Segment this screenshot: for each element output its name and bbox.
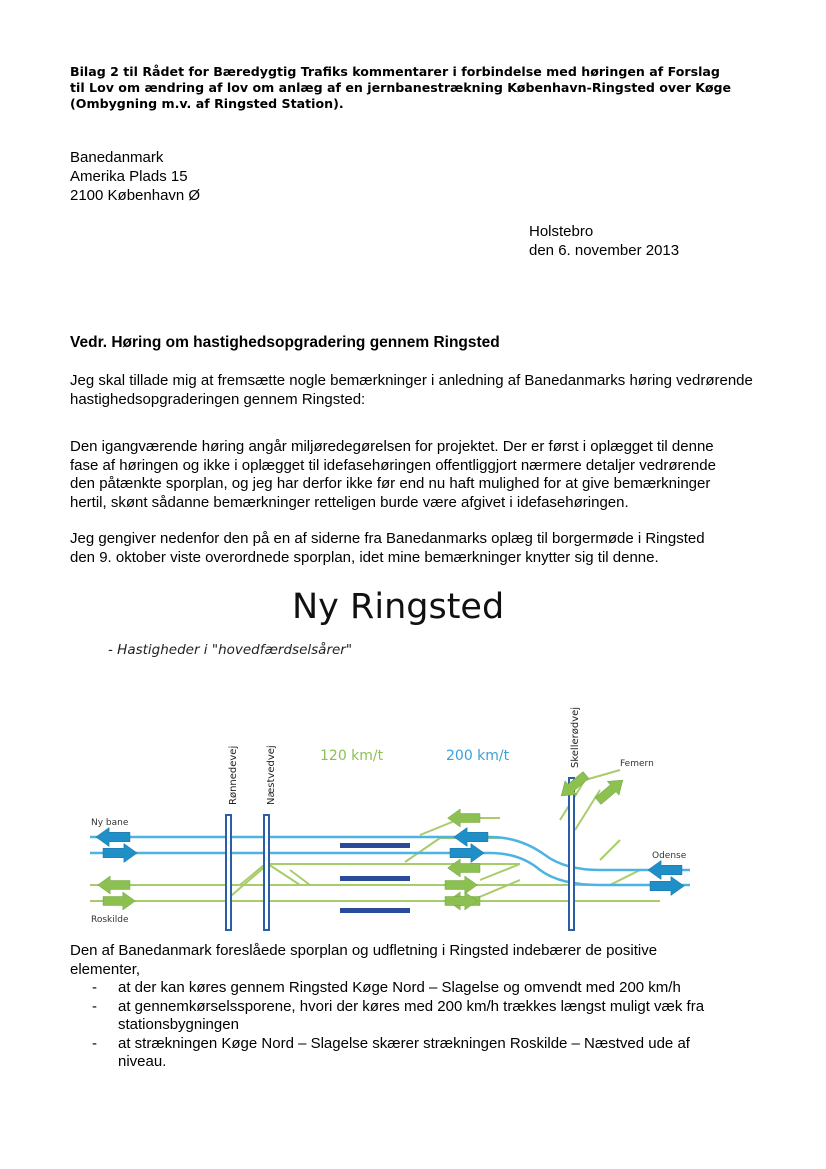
header-line: Bilag 2 til Rådet for Bæredygtig Trafiks kommentarer i forbindelse med høringen af Forslag <box>70 64 720 79</box>
recipient-name: Banedanmark <box>70 149 164 166</box>
paragraph-2 <box>70 438 716 512</box>
text-line: - at gennemkørselssporene, hvori der køres med 200 km/h trækkes længst muligt væk fra <box>118 997 705 1015</box>
arrow-diagonal-icon <box>592 773 628 808</box>
text-line: Jeg skal tillade mig at fremsætte nogle bemærkninger i anledning af Banedanmarks høring vedrørende <box>70 372 753 389</box>
paragraph-4 <box>70 942 657 979</box>
track-plan-diagram <box>0 690 826 940</box>
place-label-femern: Femern <box>620 759 654 769</box>
arrow-right-icon <box>445 876 477 894</box>
bullet-item <box>70 1035 704 1072</box>
bridge-ronnedevej <box>226 815 231 930</box>
arrow-left-icon <box>96 828 130 847</box>
text-line: hertil, skønt sådanne bemærkninger retteligen burde være afgivet i idefasehøringen. <box>70 493 629 511</box>
road-label-skellerodvej: Skellerødvej <box>570 706 581 768</box>
text-line: den 9. oktober viste overordnede sporplan, idet mine bemærkninger knytter sig til denne. <box>70 548 659 566</box>
bullet-list <box>70 979 704 1072</box>
arrow-right-icon <box>445 892 477 910</box>
document-header <box>70 64 790 112</box>
recipient-address <box>70 148 200 205</box>
arrow-left-icon <box>648 861 682 880</box>
text-line: Jeg gengiver nedenfor den på en af siderne fra Banedanmarks oplæg til borgermøde i Ringsted <box>70 530 705 547</box>
text-line: hastighedsopgraderingen gennem Ringsted: <box>70 390 366 408</box>
recipient-street: Amerika Plads 15 <box>70 168 188 185</box>
arrow-right-icon <box>103 892 135 910</box>
subject-line: Vedr. Høring om hastighedsopgradering gennem Ringsted <box>70 334 500 351</box>
place-label-roskilde: Roskilde <box>91 915 129 925</box>
header-line: (Ombygning m.v. af Ringsted Station). <box>70 96 344 111</box>
platform <box>340 876 410 881</box>
arrow-right-icon <box>103 844 137 863</box>
platform <box>340 908 410 913</box>
road-label-ronnedevej: Rønnedevej <box>228 745 239 805</box>
road-label-naestvedvej: Næstvedvej <box>266 745 277 805</box>
place-label-odense: Odense <box>652 851 687 861</box>
speed-label-green: 120 km/t <box>320 748 384 764</box>
text-line: - at strækningen Køge Nord – Slagelse skærer strækningen Roskilde – Næstved ude af <box>118 1034 690 1052</box>
text-line: Den igangværende høring angår miljøredegørelsen for projektet. Der er først i oplægget til denne <box>70 438 714 455</box>
text-line: Den af Banedanmark foreslåede sporplan og udfletning i Ringsted indebærer de positive <box>70 942 658 959</box>
text-line: - at der kan køres gennem Ringsted Køge Nord – Slagelse og omvendt med 200 km/h <box>118 979 681 996</box>
arrow-left-icon <box>448 809 480 827</box>
platform <box>340 843 410 848</box>
arrow-right-icon <box>650 877 684 896</box>
date: den 6. november 2013 <box>529 242 680 259</box>
bridge-skellerodvej <box>569 778 574 930</box>
bullet-item <box>70 979 704 998</box>
figure-title: Ny Ringsted <box>292 587 505 627</box>
place: Holstebro <box>529 223 594 240</box>
arrow-left-icon <box>448 859 480 877</box>
place-label-ny-bane: Ny bane <box>91 818 129 828</box>
text-line: den påtænkte sporplan, og jeg har derfor ikke før end nu haft mulighed for at give bemærkninger <box>70 475 711 493</box>
bridge-naestvedvej <box>264 815 269 930</box>
paragraph-3 <box>70 530 705 567</box>
text-line: fase af høringen og ikke i oplægget til idefasehøringen offentliggjort nærmere detaljer vedrørende <box>70 456 716 474</box>
text-line: niveau. <box>118 1053 167 1071</box>
text-line: elementer, <box>70 960 141 978</box>
recipient-city: 2100 København Ø <box>70 187 201 204</box>
arrow-left-icon <box>98 876 130 894</box>
figure-subtitle: - Hastigheder i "hovedfærdselsårer" <box>108 642 353 658</box>
place-date <box>529 222 679 260</box>
header-line: til Lov om ændring af lov om anlæg af en jernbanestrækning København-Ringsted over Køge <box>70 80 732 95</box>
bullet-item <box>70 998 704 1035</box>
text-line: stationsbygningen <box>118 1016 239 1034</box>
green-arrows <box>98 768 629 910</box>
speed-label-blue: 200 km/t <box>446 748 510 764</box>
paragraph-1 <box>70 372 753 409</box>
